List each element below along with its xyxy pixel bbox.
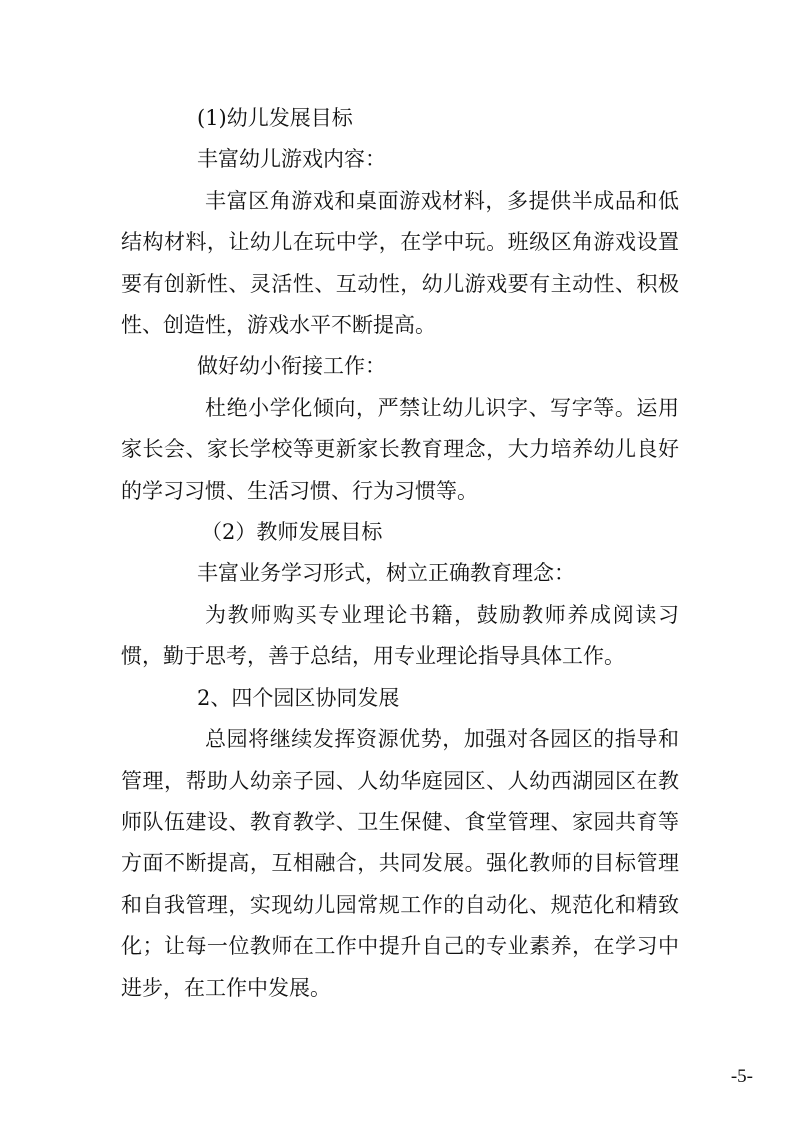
heading-child-development-goals: (1)幼儿发展目标: [197, 106, 353, 130]
document-body: [121, 98, 679, 1009]
heading-teacher-development-goals: （2）教师发展目标: [201, 520, 383, 545]
paragraph-study-forms: 为教师购买专业理论书籍，鼓励教师养成阅读习惯，勤于思考，善于总结，用专业理论指导具体工作。: [121, 602, 679, 669]
paragraph-campus-coordination: 总园将继续发挥资源优势，加强对各园区的指导和管理，帮助人幼亲子园、人幼华庭园区、人幼西湖园区在教师队伍建设、教育教学、卫生保健、食堂管理、家园共育等方面不断提高，互相融合，共同发展。强化教师的目标管理和自我管理，实现幼儿园常规工作的自动化、规范化和精致化；让每一位教师在工作中提升自己的专业素养，在学习中进步，在工作中发展。: [121, 727, 679, 1000]
heading-campus-coordination: 2、四个园区协同发展: [197, 685, 400, 710]
subheading-transition-to-primary: 做好幼小衔接工作：: [197, 354, 386, 379]
subheading-enrich-games: 丰富幼儿游戏内容：: [197, 147, 386, 172]
page-number: -5-: [730, 1066, 753, 1087]
paragraph-transition-to-primary: 杜绝小学化倾向，严禁让幼儿识字、写字等。运用家长会、家长学校等更新家长教育理念，大力培养幼儿良好的学习习惯、生活习惯、行为习惯等。: [121, 395, 679, 503]
paragraph-enrich-games: 丰富区角游戏和桌面游戏材料，多提供半成品和低结构材料，让幼儿在玩中学，在学中玩。班级区角游戏设置要有创新性、灵活性、互动性，幼儿游戏要有主动性、积极性、创造性，游戏水平不断提高。: [121, 188, 679, 338]
subheading-study-forms: 丰富业务学习形式，树立正确教育理念：: [197, 561, 575, 586]
